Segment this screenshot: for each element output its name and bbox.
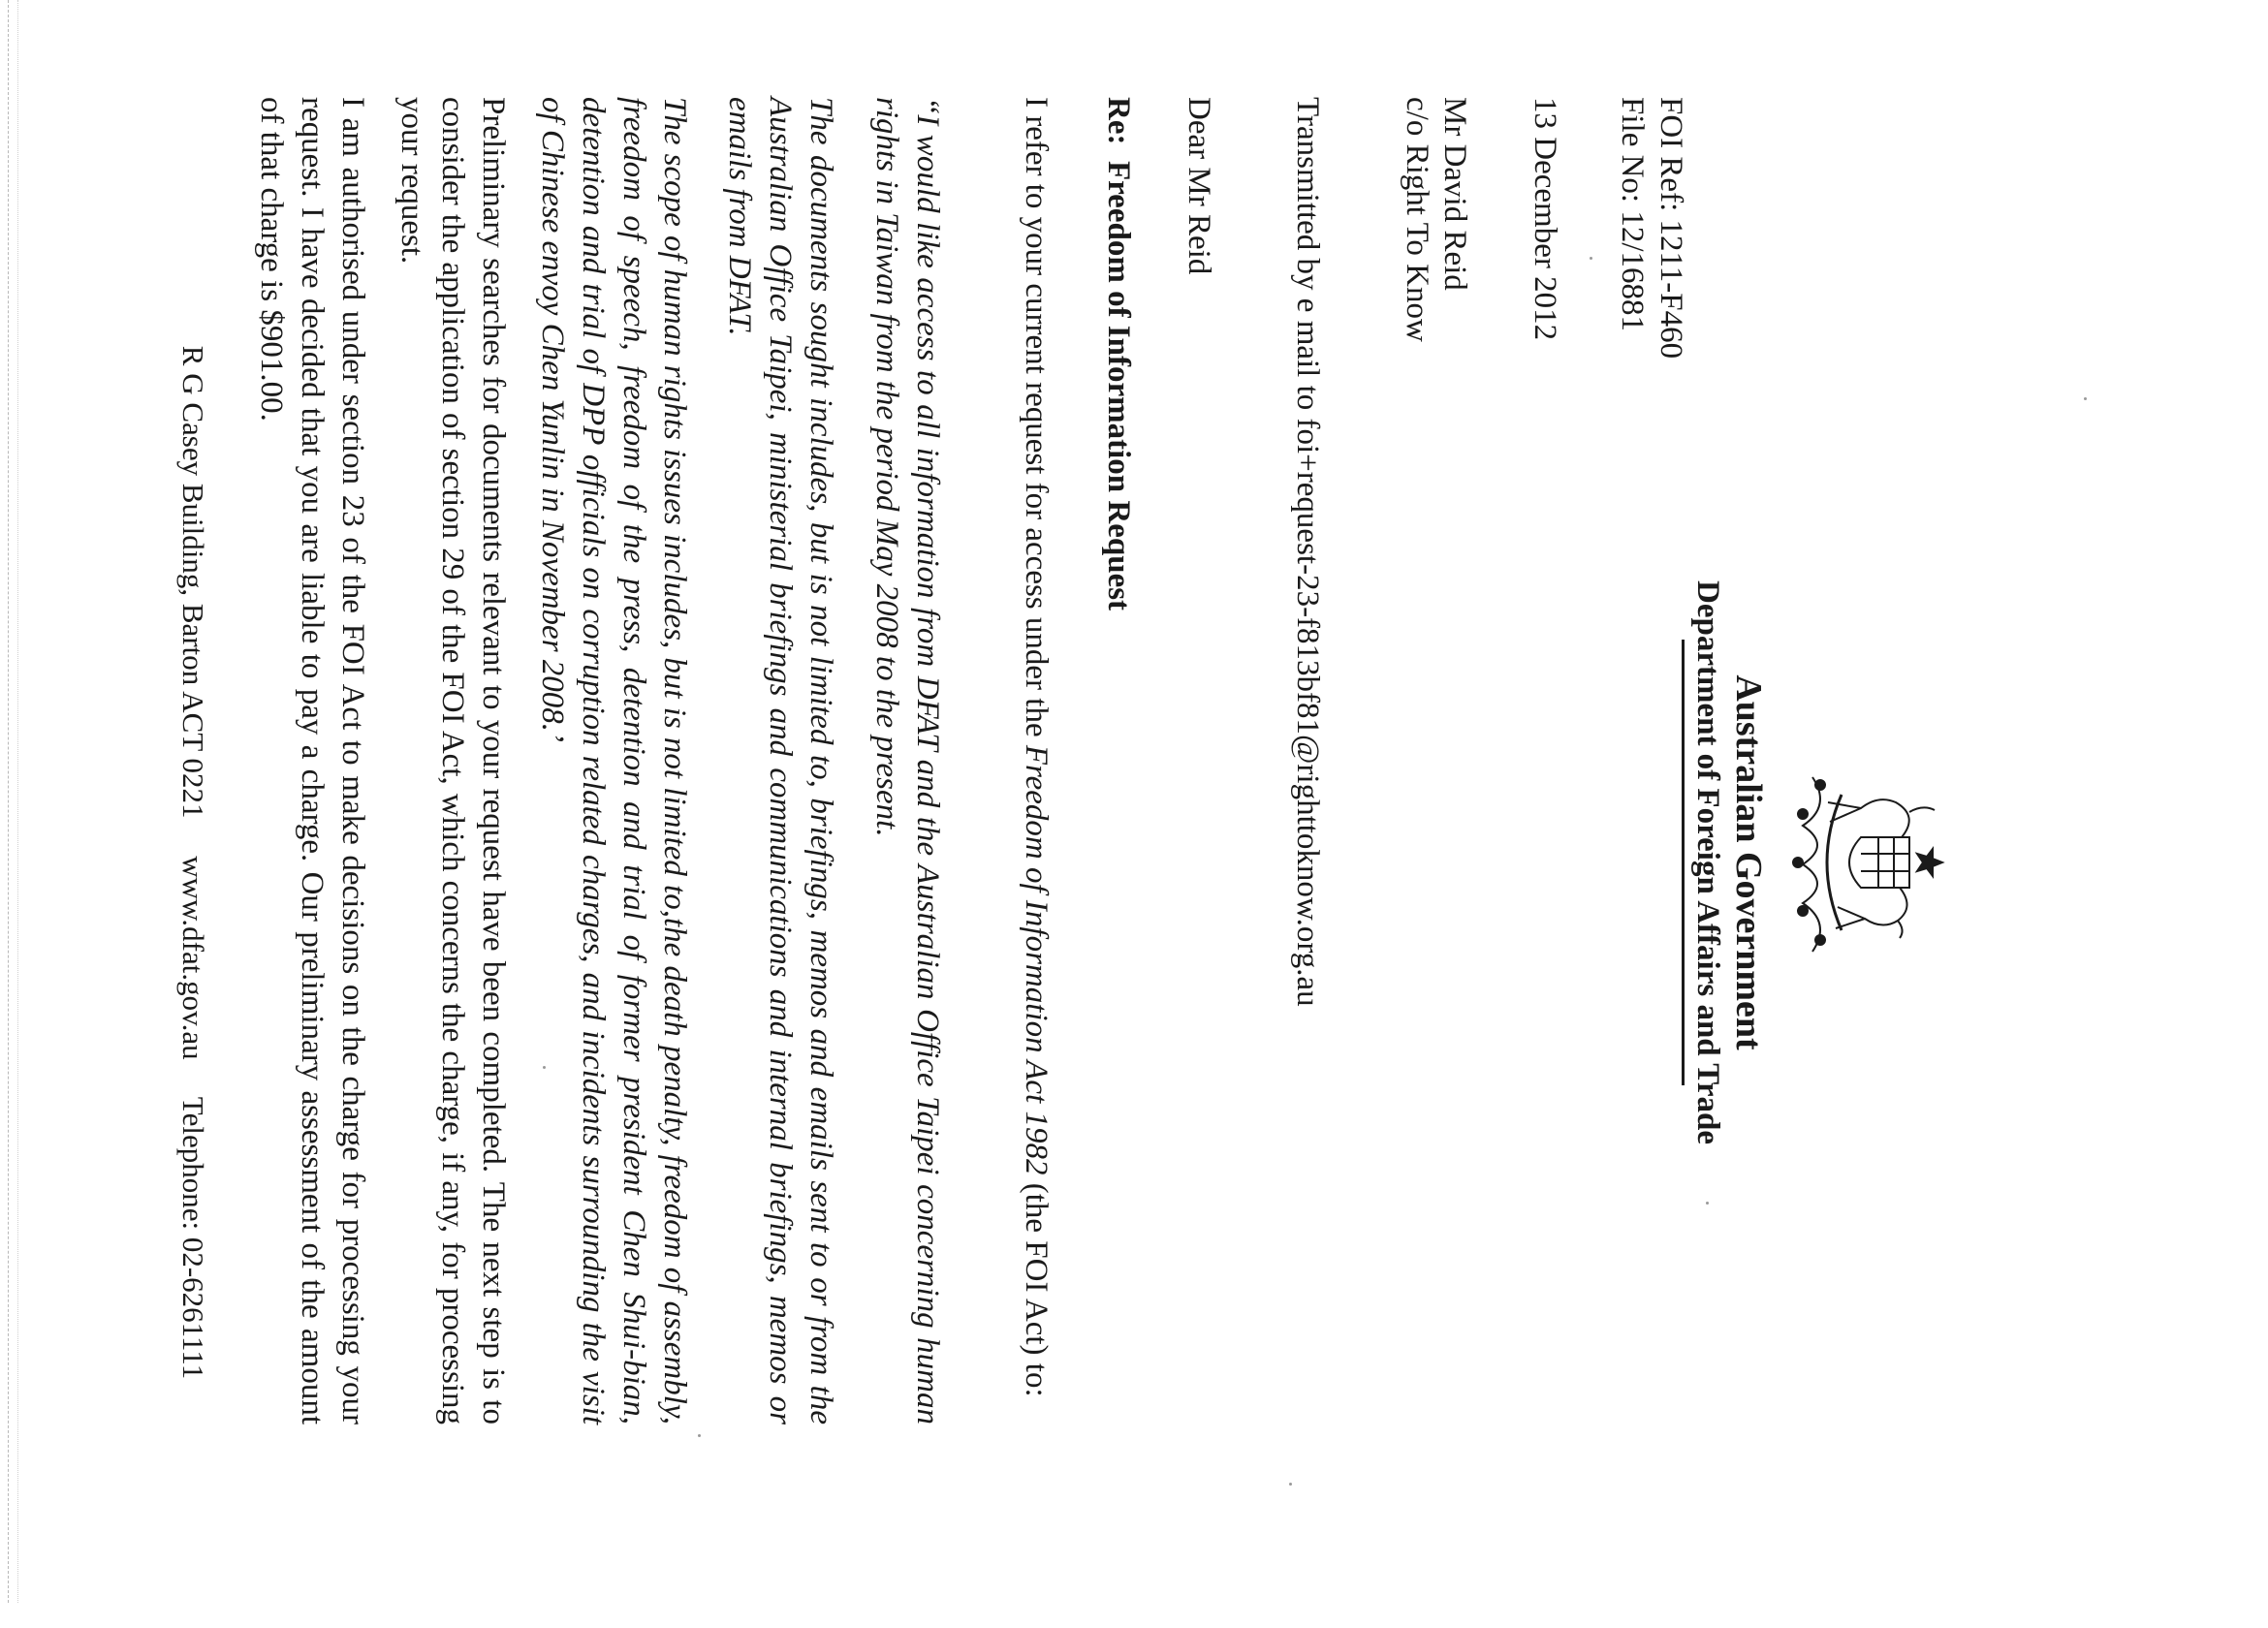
footer-phone: Telephone: 02-6261111: [176, 1096, 210, 1380]
paragraph-preliminary: Preliminary searches for documents relevant to your request have been completed. The next step is to consider the application of section 29 of the FOI Act, which concerns the charge, if any, for processing your request.: [394, 97, 511, 1424]
department-name: Department of Foreign Affairs and Trade: [1690, 579, 1725, 1145]
subject-prefix: Re:: [1101, 97, 1136, 145]
subject-line: [1098, 97, 1139, 610]
paragraph-authorised: I am authorised under section 23 of the FOI Act to make decisions on the charge for processing your request. I have decided that you are liable to pay a charge. Our preliminary assessment of the amount of that charge is $901.00.: [254, 97, 370, 1424]
letter-footer: [173, 97, 213, 1628]
subject-text: Freedom of Information Request: [1101, 160, 1136, 611]
letter-page: [176, 97, 1948, 1512]
scan-edge-line-secondary: [17, 0, 18, 1603]
paragraph-request-post: (the FOI Act) to:: [1019, 1174, 1054, 1397]
footer-web: www.dfat.gov.au: [176, 856, 210, 1060]
paragraph-scope: The scope of human rights issues includes, but is not limited to,the death penalty, freedom of assembly, freedom of speech, freedom of the press, detention and trial of former president Chen Shui-bian, detention and trial of DPP officials on corruption related charges, and incidents surrounding the visit of Chinese envoy Chen Yunlin in November 2008.’: [535, 97, 692, 1424]
paragraph-request: [1016, 97, 1056, 1424]
paragraph-documents: The documents sought includes, but is not limited to, briefings, memos and emails sent to or from the Australian Office Taipei, ministerial briefings and communications and internal briefings, memos or emails from DFAT.: [722, 97, 838, 1424]
government-name: Australian Government: [1728, 674, 1769, 1050]
file-number: File No: 12/16881: [1615, 97, 1650, 332]
salutation: Dear Mr Reid: [1181, 97, 1216, 275]
scan-speck: [2084, 397, 2087, 400]
recipient-name: Mr David Reid: [1437, 97, 1472, 291]
foi-reference: FOI Ref: 1211-F460: [1654, 97, 1688, 360]
foi-act-name: Freedom of Information Act 1982: [1019, 744, 1054, 1175]
transmitted-line: Transmitted by e mail to foi+request-23-f813bf81@righttoknow.org.au: [1290, 97, 1325, 1007]
letterhead-rule: [1682, 640, 1685, 1085]
scan-edge-line: [8, 0, 9, 1603]
recipient-care-of: c/o Right To Know: [1400, 97, 1434, 342]
footer-address: R G Casey Building, Barton ACT 0221: [176, 345, 210, 819]
coat-of-arms-icon: [1779, 756, 1948, 969]
letter-date: 13 December 2012: [1528, 97, 1562, 341]
paragraph-quote: “I would like access to all information from DFAT and the Australian Office Taipei concerning human rights in Taiwan from the period May 2008 to the present.: [869, 97, 945, 1424]
paragraph-request-pre: I refer to your current request for access under the: [1019, 97, 1054, 745]
